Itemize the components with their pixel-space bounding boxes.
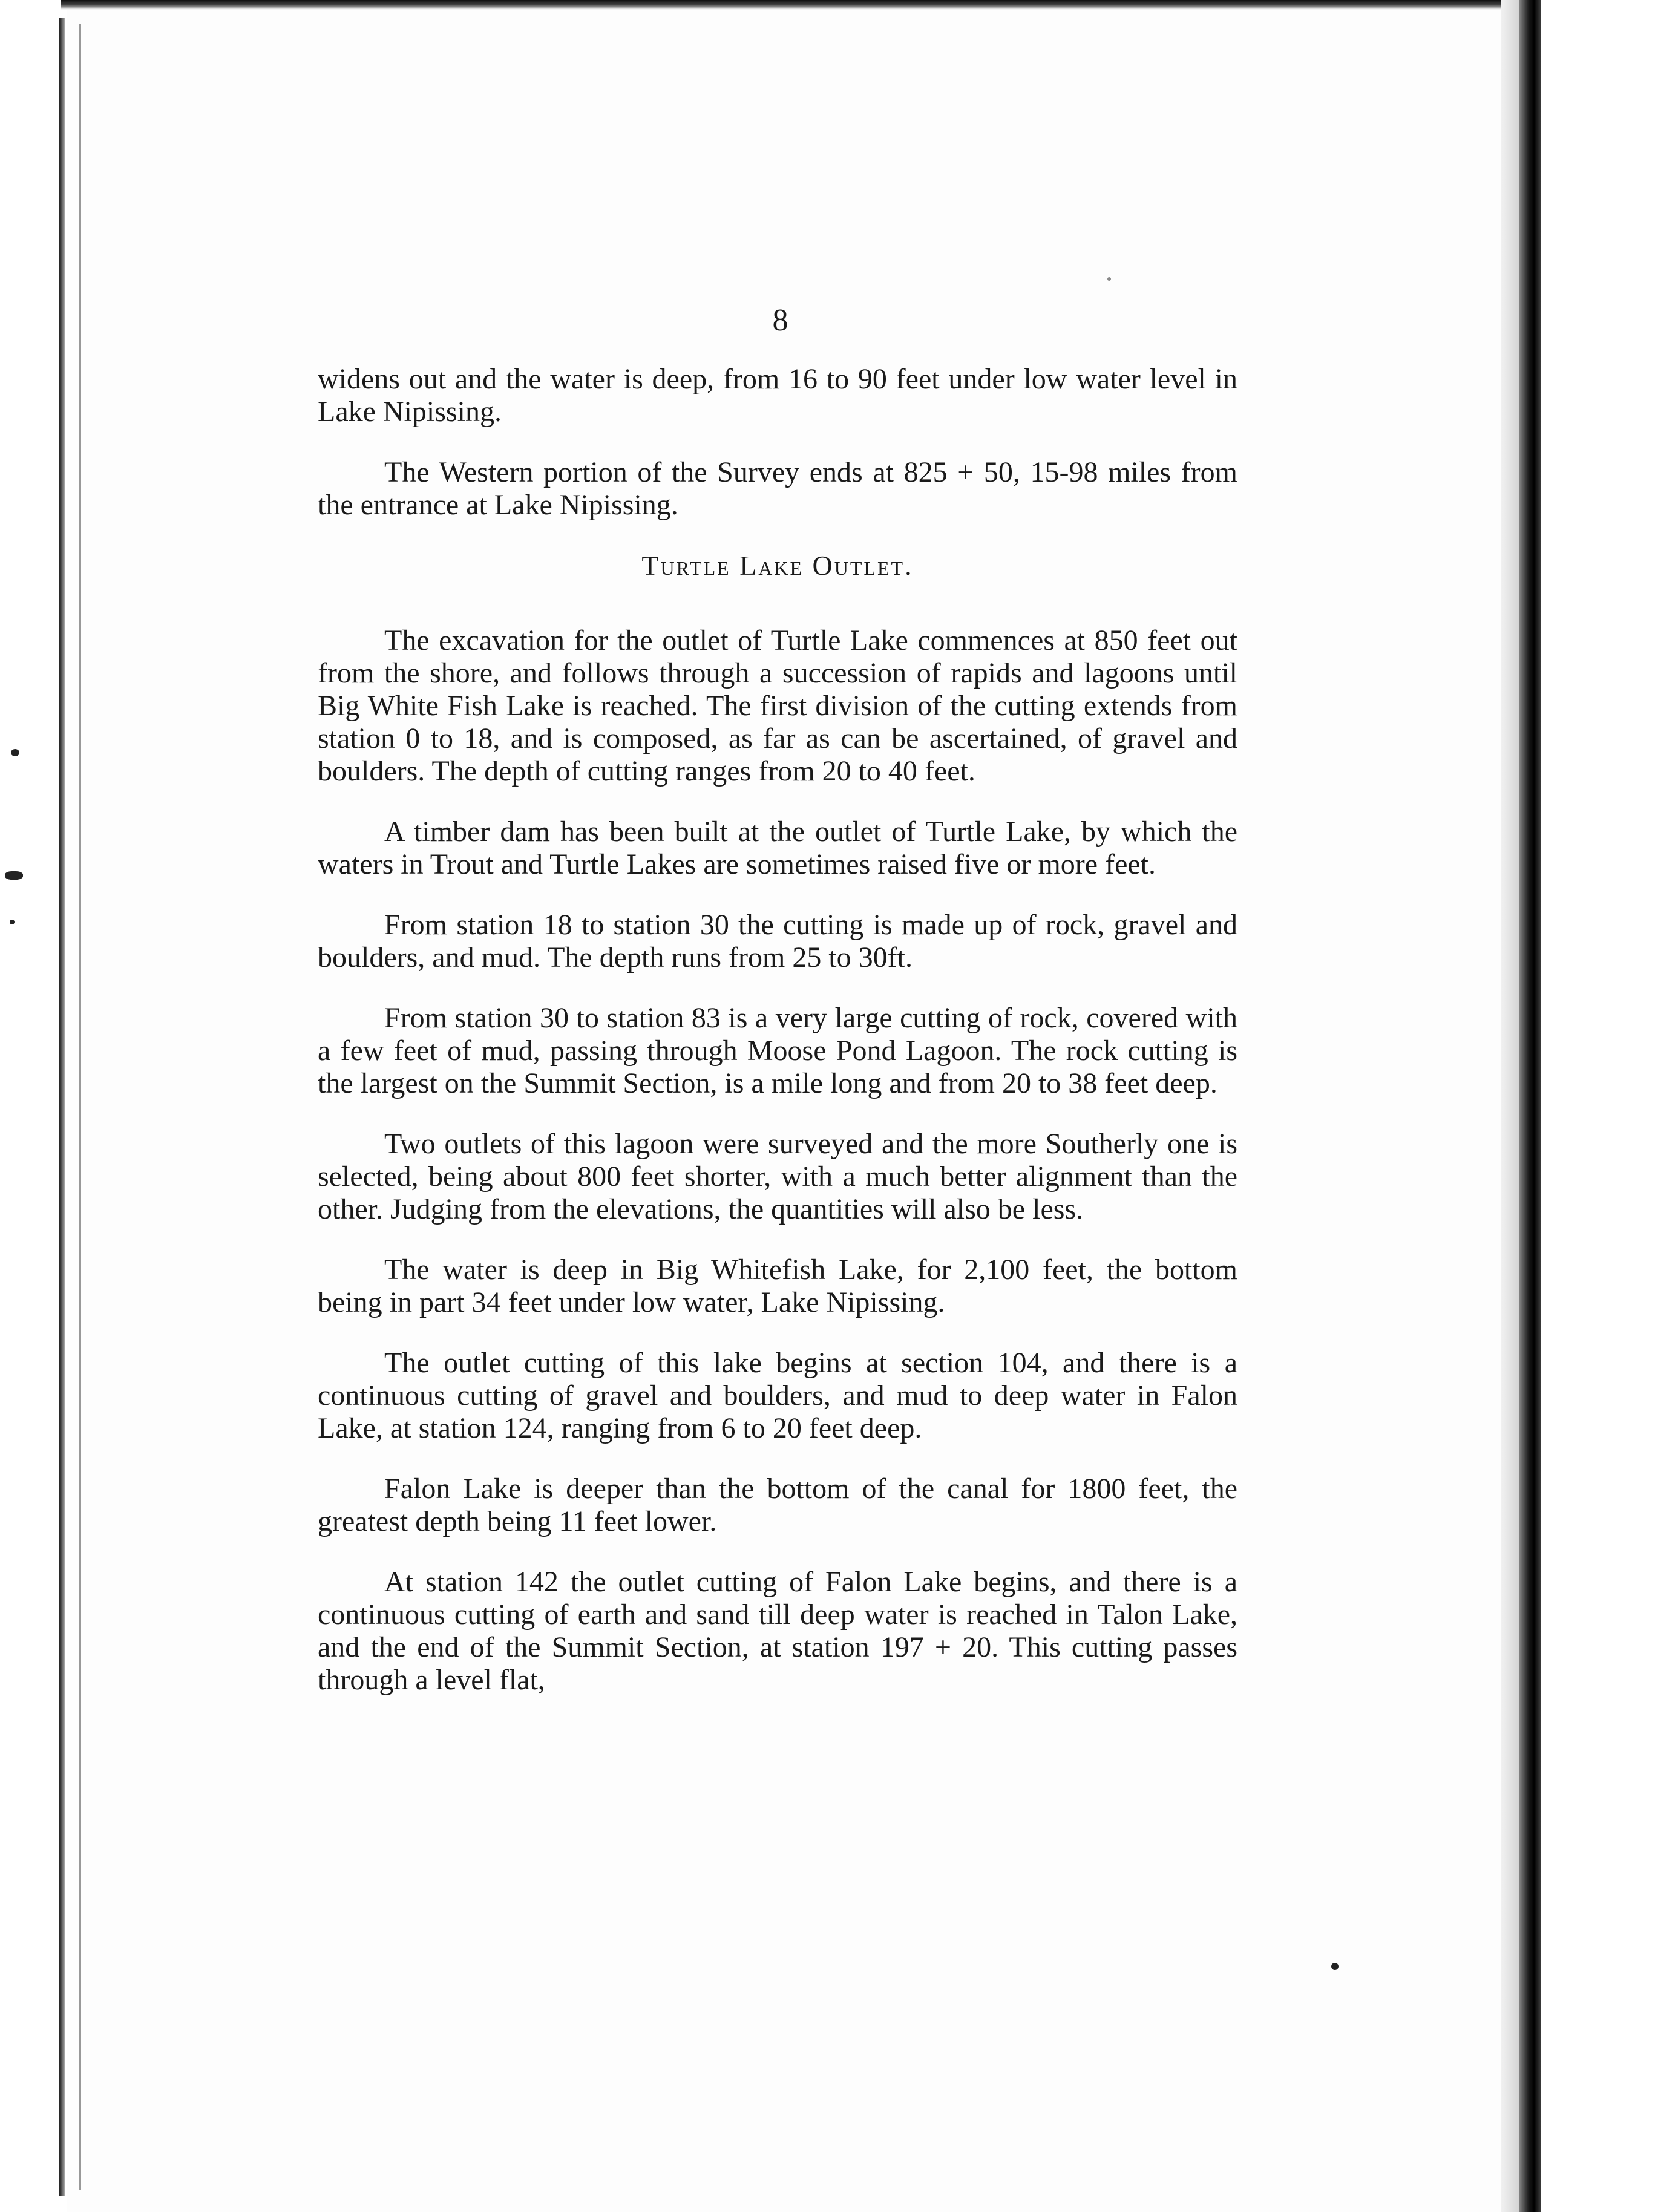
paragraph: Two outlets of this lagoon were surveyed and the more Southerly one is selected, being about 800 feet shorter, with a much better alignment than the other. Judging from the elevations, the quantities will also be less.	[318, 1128, 1237, 1225]
scan-left-margin	[0, 0, 67, 2212]
paragraph: At station 142 the outlet cutting of Falon Lake begins, and there is a continuous cutting of earth and sand till deep water is reached in Talon Lake, and the end of the Summit Section, at station 197 + 20. This cutting passes through a level flat,	[318, 1566, 1237, 1696]
paragraph: The Western portion of the Survey ends at 825 + 50, 15-98 miles from the entrance at Lake Nipissing.	[318, 456, 1237, 521]
body-text	[318, 363, 1237, 1724]
scan-right-margin	[1541, 0, 1658, 2212]
scan-top-edge	[61, 0, 1525, 10]
scan-speck	[10, 920, 15, 924]
scan-left-edge	[59, 18, 65, 2196]
scan-left-edge-inner	[79, 24, 81, 2190]
scan-speck	[1107, 277, 1111, 281]
paragraph: The excavation for the outlet of Turtle Lake commences at 850 feet out from the shore, and follows through a succession of rapids and lagoons until Big White Fish Lake is reached. The first division of the cutting extends from station 0 to 18, and is composed, as far as can be ascertained, of gravel and boulders. The depth of cutting ranges from 20 to 40 feet.	[318, 624, 1237, 787]
paragraph: From station 18 to station 30 the cutting is made up of rock, gravel and boulders, and mud. The depth runs from 25 to 30ft.	[318, 909, 1237, 973]
scan-speck	[5, 871, 23, 880]
paragraph: From station 30 to station 83 is a very large cutting of rock, covered with a few feet of mud, passing through Moose Pond Lagoon. The rock cutting is the largest on the Summit Section, is a mile long and from 20 to 38 feet deep.	[318, 1002, 1237, 1099]
paragraph: widens out and the water is deep, from 16 to 90 feet under low water level in Lake Nipissing.	[318, 363, 1237, 428]
scan-binding-gutter	[1519, 0, 1541, 2212]
section-heading: Turtle Lake Outlet.	[641, 550, 914, 581]
paragraph: The water is deep in Big Whitefish Lake, for 2,100 feet, the bottom being in part 34 feet under low water, Lake Nipissing.	[318, 1254, 1237, 1318]
paragraph: A timber dam has been built at the outlet of Turtle Lake, by which the waters in Trout and Turtle Lakes are sometimes raised five or more feet.	[318, 816, 1237, 880]
page-number: 8	[772, 303, 789, 338]
scan-speck	[11, 749, 19, 756]
paragraph: Falon Lake is deeper than the bottom of the canal for 1800 feet, the greatest depth being 11 feet lower.	[318, 1473, 1237, 1537]
paragraph: The outlet cutting of this lake begins at section 104, and there is a continuous cutting of gravel and boulders, and mud to deep water in Falon Lake, at station 124, ranging from 6 to 20 feet deep.	[318, 1347, 1237, 1444]
scan-speck	[1331, 1963, 1339, 1970]
